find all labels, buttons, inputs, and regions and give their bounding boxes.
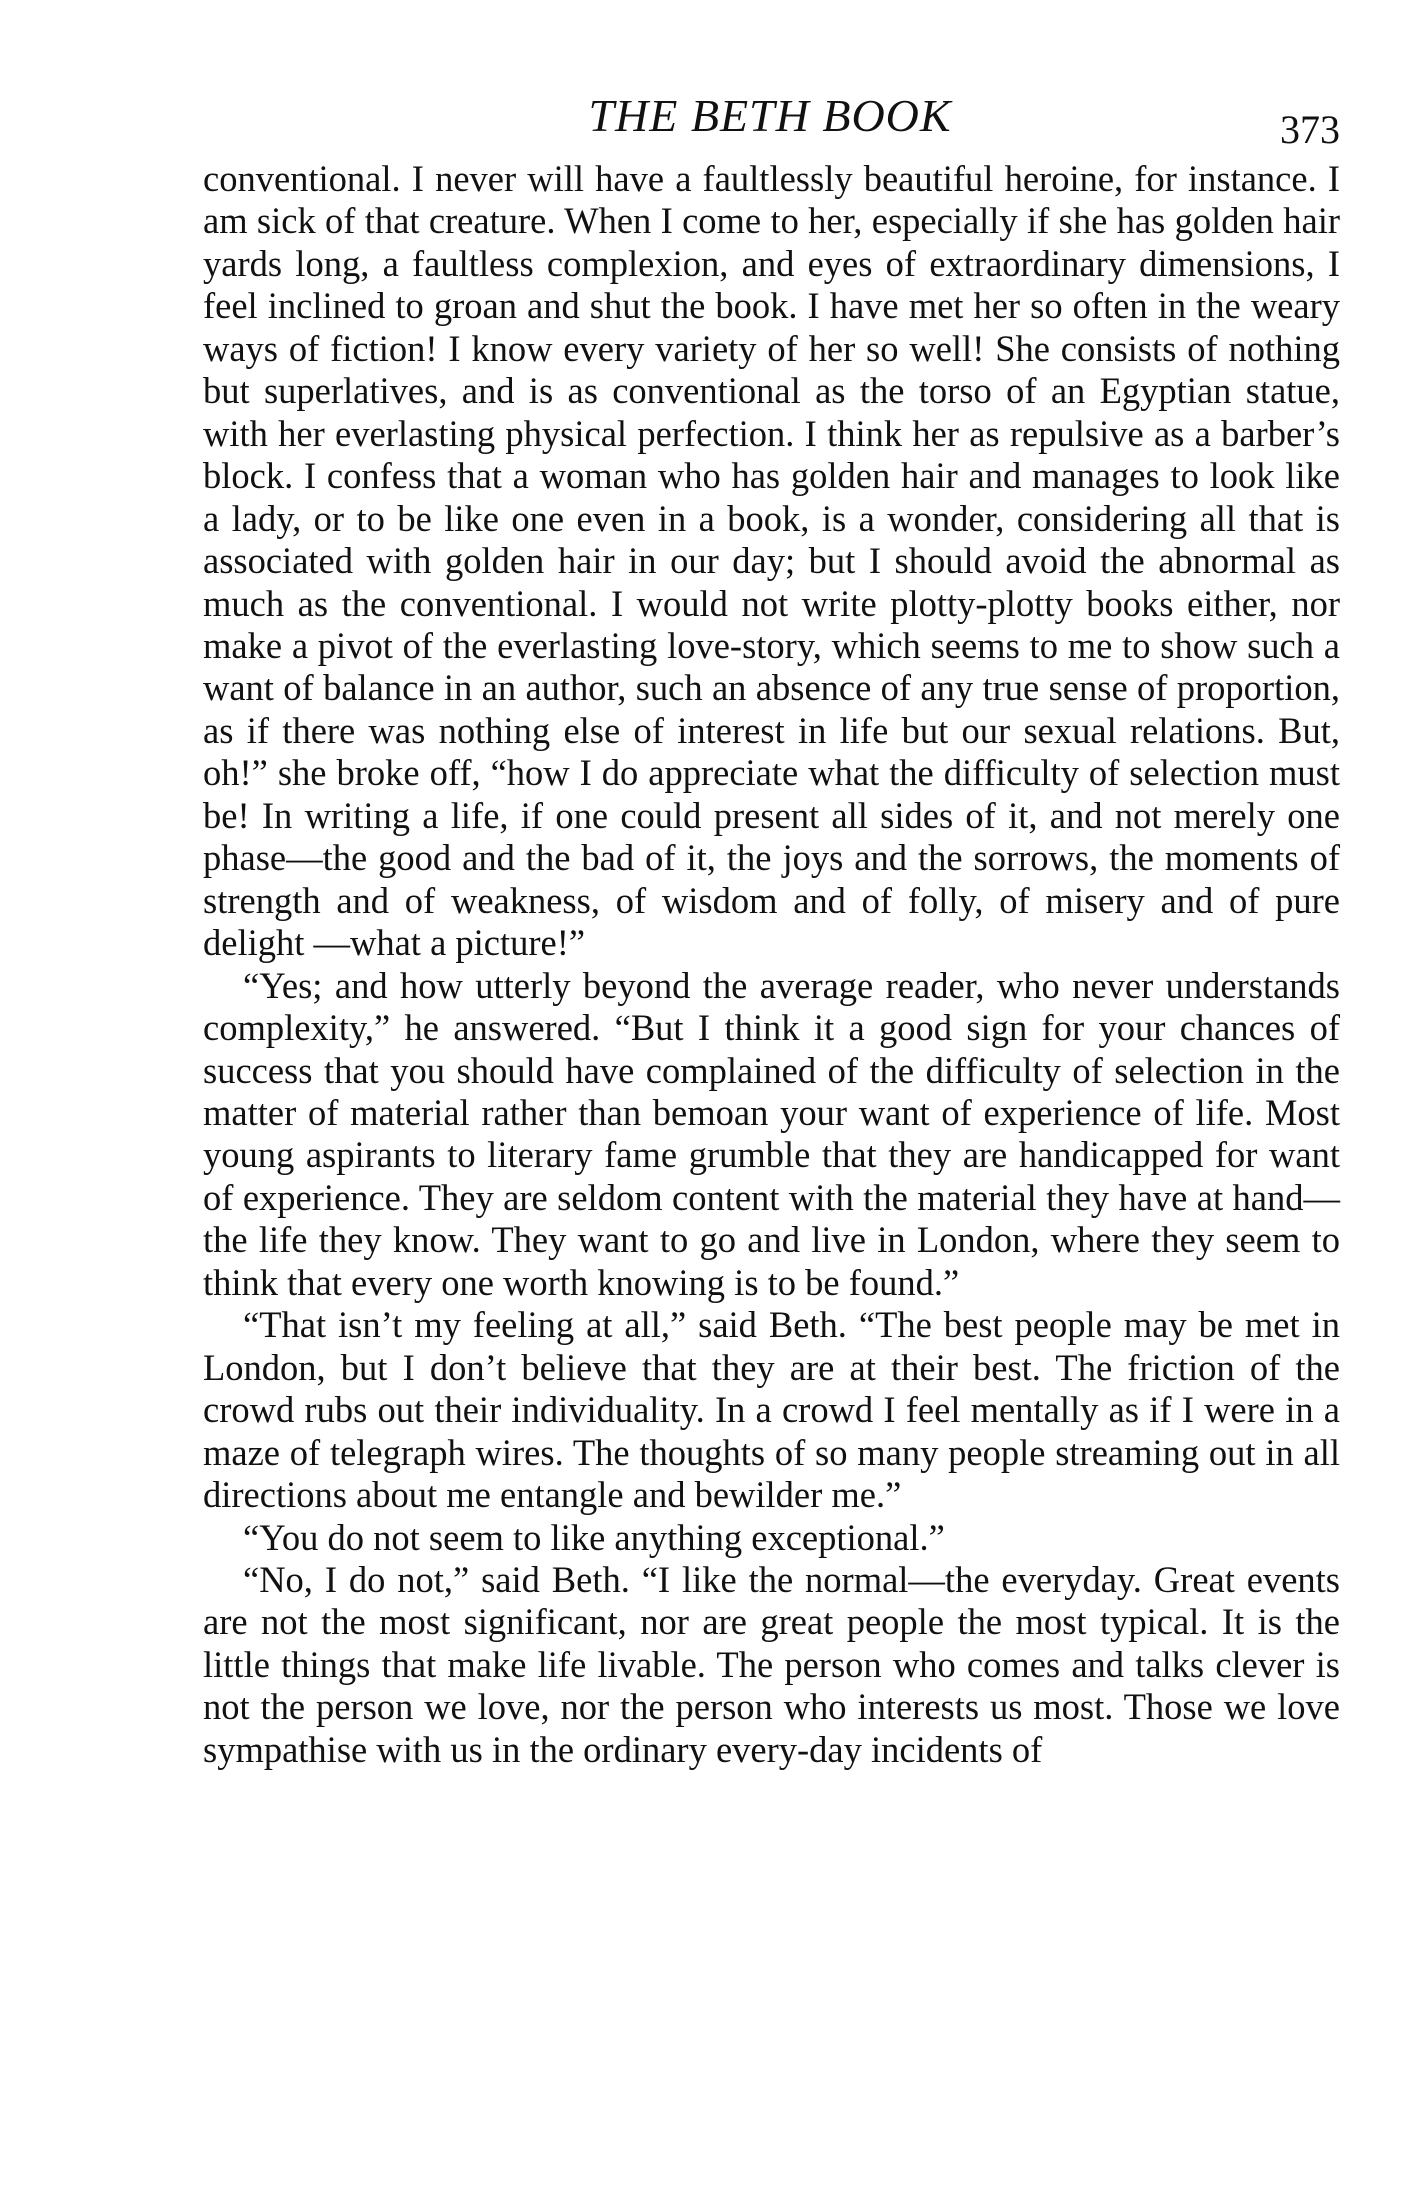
page-number: 373 <box>1280 107 1340 152</box>
paragraph: “That isn’t my feeling at all,” said Beth. “The best people may be met in London, but I don’t believe that they are at their best. The friction of the crowd rubs out their individuality. In a crowd I feel mentally as if I were in a maze of telegraph wires. The thoughts of so many people streaming out in all directions about me entangle and bewilder me.” <box>203 1304 1340 1516</box>
body-text <box>203 158 1340 1771</box>
running-head <box>200 86 1340 152</box>
paragraph: “Yes; and how utterly beyond the average reader, who never understands complexity,” he answered. “But I think it a good sign for your chances of success that you should have complained of the difficulty of selection in the matter of material rather than bemoan your want of experience of life. Most young aspirants to literary fame grumble that they are handicapped for want of experience. They are seldom content with the material they have at hand—the life they know. They want to go and live in London, where they seem to think that every one worth knowing is to be found.” <box>203 964 1340 1303</box>
paragraph: “No, I do not,” said Beth. “I like the normal—the everyday. Great events are not the most significant, nor are great people the most typical. It is the little things that make life livable. The person who comes and talks clever is not the person we love, nor the person who interests us most. Those we love sympathise with us in the ordinary every-day incidents of <box>203 1558 1340 1770</box>
running-title: THE BETH BOOK <box>588 90 952 141</box>
paragraph: “You do not seem to like anything exceptional.” <box>243 1516 945 1558</box>
paragraph: conventional. I never will have a faultlessly beautiful heroine, for instance. I am sick of that creature. When I come to her, especially if she has golden hair yards long, a faultless complexion, and eyes of extraordinary dimensions, I feel inclined to groan and shut the book. I have met her so often in the weary ways of fiction! I know every variety of her so well! She consists of nothing but superlatives, and is as conventional as the torso of an Egyptian statue, with her everlasting physical perfection. I think her as repulsive as a barber’s block. I confess that a woman who has golden hair and manages to look like a lady, or to be like one even in a book, is a wonder, considering all that is associated with golden hair in our day; but I should avoid the abnormal as much as the conventional. I would not write plotty-plotty books either, nor make a pivot of the everlasting love-story, which seems to me to show such a want of balance in an author, such an absence of any true sense of proportion, as if there was nothing else of interest in life but our sexual relations. But, oh!” she broke off, “how I do appreciate what the difficulty of selection must be! In writing a life, if one could present all sides of it, and not merely one phase—the good and the bad of it, the joys and the sorrows, the moments of strength and of weakness, of wisdom and of folly, of misery and of pure delight —what a picture!” <box>203 158 1340 964</box>
